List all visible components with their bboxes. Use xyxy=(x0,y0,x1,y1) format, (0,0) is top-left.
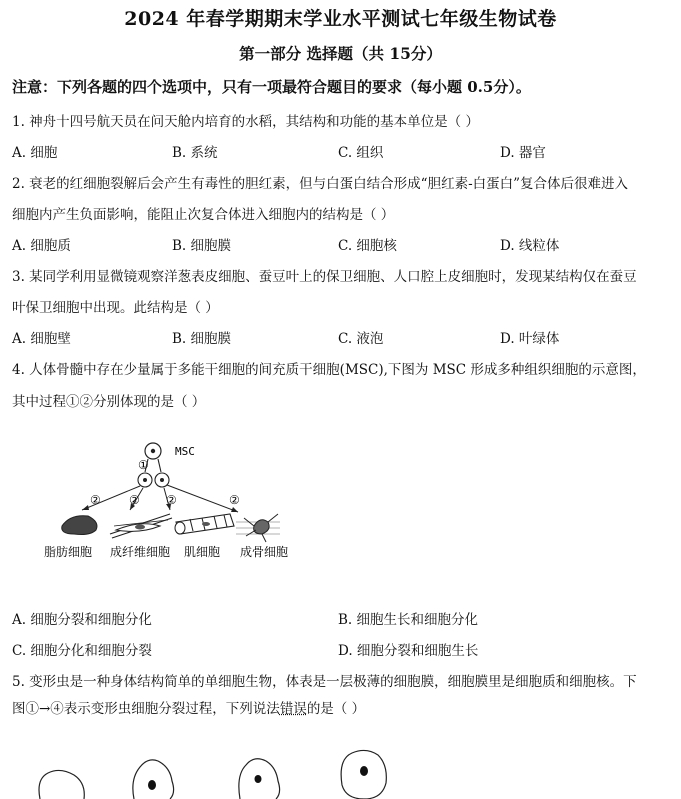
question-2-text-line-2: 细胞内产生负面影响，能阻止次复合体进入细胞内的结构是（ ） xyxy=(12,207,395,223)
question-3-text-line-1: 3. 某同学利用显微镜观察洋葱表皮细胞、蚕豆叶上的保卫细胞、人口腔上皮细胞时，发现某结构仅在蚕豆 xyxy=(12,269,637,285)
option-d[interactable]: D. 细胞分裂和细胞生长 xyxy=(338,643,479,659)
fibroblast-drawing xyxy=(110,514,172,538)
msc-differentiation-diagram xyxy=(30,430,310,570)
question-1-text: 1. 神舟十四号航天员在问天舱内培育的水稻，其结构和功能的基本单位是（ ） xyxy=(12,114,479,130)
cell-label-muscle: 肌细胞 xyxy=(184,545,221,559)
option-c[interactable]: C. 液泡 xyxy=(338,331,384,347)
question-3-text-line-2: 叶保卫细胞中出现。此结构是（ ） xyxy=(12,300,219,316)
option-b[interactable]: B. 细胞生长和细胞分化 xyxy=(338,612,479,628)
exam-title: 2024 年春学期期末学业水平测试七年级生物试卷 xyxy=(124,8,557,30)
question-5-text-line-1: 5. 变形虫是一种身体结构简单的单细胞生物，体表是一层极薄的细胞膜，细胞膜里是细胞质和细胞核。下 xyxy=(12,674,637,690)
cell-label-bone: 成骨细胞 xyxy=(240,545,289,559)
option-d[interactable]: D. 叶绿体 xyxy=(500,331,560,347)
bone-cell-drawing xyxy=(236,514,280,542)
question-3-options xyxy=(12,327,662,347)
option-b[interactable]: B. 系统 xyxy=(172,145,218,161)
question-4-text-line-1: 4. 人体骨髓中存在少量属于多能干细胞的间充质干细胞(MSC),下图为 MSC 形成多种组织细胞的示意图， xyxy=(12,362,646,378)
process-2-label-3: ② xyxy=(166,493,177,507)
question-4-options-row-2 xyxy=(12,639,662,659)
option-b[interactable]: B. 细胞膜 xyxy=(172,331,232,347)
daughter-cell-right xyxy=(155,473,169,487)
question-5-text-b: 的是（ ） xyxy=(306,701,366,717)
msc-label: MSC xyxy=(175,445,195,458)
option-c[interactable]: C. 细胞核 xyxy=(338,238,397,254)
amoeba-stage-3 xyxy=(239,759,280,799)
option-d[interactable]: D. 器官 xyxy=(500,145,546,161)
question-1-options xyxy=(12,141,662,161)
amoeba-stage-2 xyxy=(133,760,174,799)
option-a[interactable]: A. 细胞壁 xyxy=(12,331,71,347)
option-d[interactable]: D. 线粒体 xyxy=(500,238,560,254)
option-b[interactable]: B. 细胞膜 xyxy=(172,238,232,254)
question-4-text-line-2: 其中过程①②分别体现的是（ ） xyxy=(12,394,206,410)
process-2-label-1: ② xyxy=(90,493,101,507)
process-2-label-2: ② xyxy=(129,493,140,507)
process-1-label: ① xyxy=(138,458,149,472)
amoeba-stage-4 xyxy=(341,750,386,799)
question-4-options-row-1 xyxy=(12,608,662,628)
option-a[interactable]: A. 细胞 xyxy=(12,145,58,161)
option-c[interactable]: C. 组织 xyxy=(338,145,384,161)
question-5-text-line-2 xyxy=(12,697,365,717)
cell-label-fibroblast: 成纤维细胞 xyxy=(110,545,171,559)
msc-cell xyxy=(145,443,161,459)
fat-cell-drawing xyxy=(62,516,97,535)
process-2-label-4: ② xyxy=(229,493,240,507)
option-a[interactable]: A. 细胞分裂和细胞分化 xyxy=(12,612,152,628)
cell-label-fat: 脂肪细胞 xyxy=(44,545,93,559)
amoeba-stage-1 xyxy=(39,770,84,799)
option-c[interactable]: C. 细胞分化和细胞分裂 xyxy=(12,643,152,659)
question-2-text-line-1: 2. 衰老的红细胞裂解后会产生有毒性的胆红素，但与白蛋白结合形成“胆红素-白蛋白”复合体后很难进入 xyxy=(12,176,629,192)
daughter-cell-left xyxy=(138,473,152,487)
notice-text: 注意：下列各题的四个选项中，只有一项最符合题目的要求（每小题 0.5分）。 xyxy=(12,78,531,96)
muscle-cell-drawing xyxy=(175,514,234,534)
option-a[interactable]: A. 细胞质 xyxy=(12,238,71,254)
emphasis-word: 错误 xyxy=(279,701,307,717)
part-title: 第一部分 选择题（共 15分） xyxy=(239,44,442,63)
question-2-options xyxy=(12,234,662,254)
amoeba-division-diagram xyxy=(30,745,410,799)
question-5-text-a: 图①→④表示变形虫细胞分裂过程，下列说法 xyxy=(12,701,280,717)
